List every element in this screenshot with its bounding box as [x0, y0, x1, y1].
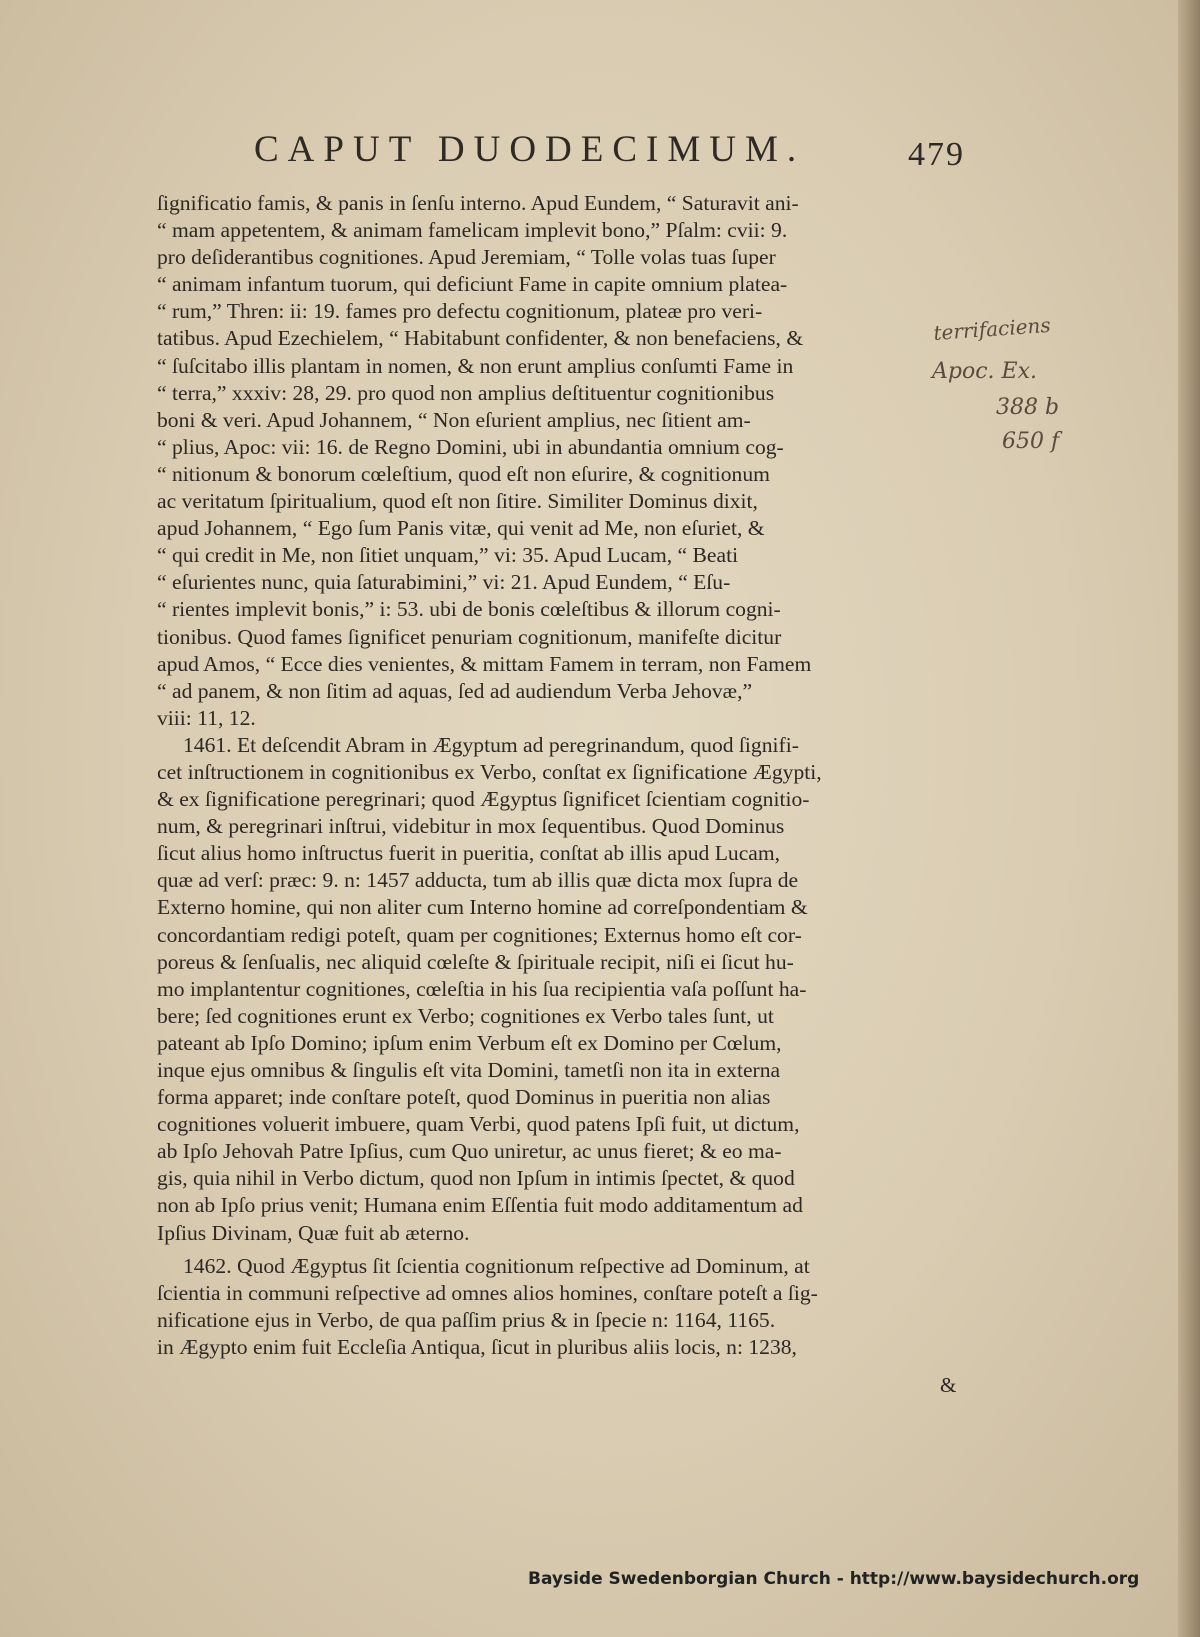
margin-note-graphic [930, 318, 1130, 478]
text-line: non ab Ipſo prius venit; Humana enim Eſſentia fuit modo additamentum ad [157, 1193, 803, 1218]
text-line: gis, quia nihil in Verbo dictum, quod non Ipſum in intimis ſpectet, & quod [157, 1166, 795, 1191]
text-line: inque ejus omnibus & ſingulis eſt vita Domini, tametſi non ita in externa [157, 1058, 781, 1082]
text-line: forma apparet; inde conſtare poteſt, quod Dominus in pueritia non alias [157, 1085, 771, 1110]
text-line: ab Ipſo Jehovah Patre Ipſius, cum Quo uniretur, ac unus fieret; & eo ma- [157, 1139, 782, 1164]
text-line: “ plius, Apoc: vii: 16. de Regno Domini, ubi in abundantia omnium cog- [157, 434, 784, 459]
text-line: ſcientia in communi reſpective ad omnes alios homines, conſtare poteſt a ſig- [157, 1280, 818, 1305]
page-number: 479 [908, 136, 965, 173]
catchword: & [940, 1373, 957, 1397]
text-line: ſignificatio famis, & panis in ſenſu interno. Apud Eundem, “ Saturavit ani- [157, 191, 799, 215]
text-line: pro deſiderantibus cognitiones. Apud Jeremiam, “ Tolle volas tuas ſuper [157, 245, 776, 270]
text-line: Externo homine, qui non aliter cum Interno homine ad correſpondentiam & [157, 895, 808, 920]
text-line: “ terra,” xxxiv: 28, 29. pro quod non amplius deſtituentur cognitionibus [157, 380, 775, 405]
paragraph-1462-start: 1462. Quod Ægyptus ſit ſcientia cognitionum reſpective ad Dominum, at [183, 1253, 810, 1278]
margin-note-line: 650 f [1002, 429, 1060, 454]
text-line: “ nitionum & bonorum cœleſtium, quod eſt non eſurire, & cognitionum [157, 461, 770, 486]
text-line: cognitiones voluerit imbuere, quam Verbi, quod patens Ipſi fuit, ut dictum, [157, 1112, 800, 1137]
running-head: CAPUT DUODECIMUM. [254, 129, 806, 170]
text-line: apud Johannem, “ Ego ſum Panis vitæ, qui venit ad Me, non eſuriet, & [157, 516, 765, 541]
footer-credit: Bayside Swedenborgian Church - http://www.baysidechurch.org [528, 1569, 1140, 1589]
text-line: num, & peregrinari inſtrui, videbitur in mox ſequentibus. Quod Dominus [157, 814, 785, 839]
text-line: “ eſurientes nunc, quia ſaturabimini,” vi: 21. Apud Eundem, “ Eſu- [157, 570, 731, 595]
text-line: “ mam appetentem, & animam famelicam implevit bono,” Pſalm: cvii: 9. [157, 218, 788, 243]
text-line: “ rientes implevit bonis,” i: 53. ubi de bonis cœleſtibus & illorum cogni- [157, 597, 781, 622]
body-text [157, 190, 969, 1361]
margin-note-line: 388 b [996, 395, 1060, 420]
text-line: tatibus. Apud Ezechielem, “ Habitabunt confidenter, & non benefaciens, & [157, 326, 804, 351]
text-line: “ ſuſcitabo illis plantam in nomen, & non erunt amplius conſumti Fame in [157, 353, 794, 378]
text-line: cet inſtructionem in cognitionibus ex Verbo, conſtat ex ſignificatione Ægypti, [157, 759, 822, 784]
paragraph-1461-start: 1461. Et deſcendit Abram in Ægyptum ad peregrinandum, quod ſignifi- [183, 732, 799, 757]
page-gutter-shadow [1178, 0, 1200, 1637]
text-line: bere; ſed cognitiones erunt ex Verbo; cognitiones ex Verbo tales ſunt, ut [157, 1003, 774, 1028]
text-line: nificatione ejus in Verbo, de qua paſſim prius & in ſpecie n: 1164, 1165. [157, 1307, 776, 1332]
text-line: “ animam infantum tuorum, qui deficiunt Fame in capite omnium platea- [157, 272, 788, 297]
text-line: boni & veri. Apud Johannem, “ Non eſurient amplius, nec ſitient am- [157, 407, 751, 432]
text-line: in Ægypto enim fuit Eccleſia Antiqua, ſicut in pluribus aliis locis, n: 1238, [157, 1334, 797, 1359]
text-line: “ ad panem, & non ſitim ad aquas, ſed ad audiendum Verba Jehovæ,” [157, 678, 753, 703]
text-line: quæ ad verſ: præc: 9. n: 1457 adducta, tum ab illis quæ dicta mox ſupra de [157, 868, 799, 893]
text-line: ac veritatum ſpiritualium, quod eſt non ſitire. Similiter Dominus dixit, [157, 489, 758, 514]
handwritten-margin-note [930, 318, 1130, 478]
page-header [150, 128, 980, 180]
text-line: tionibus. Quod fames ſignificet penuriam cognitionum, manifeſte dicitur [157, 624, 782, 649]
margin-note-line: terrifaciens [932, 318, 1052, 345]
text-line: “ rum,” Thren: ii: 19. fames pro defectu cognitionum, plateæ pro veri- [157, 299, 763, 324]
text-line: Ipſius Divinam, Quæ fuit ab æterno. [157, 1220, 470, 1245]
text-line: poreus & ſenſualis, nec aliquid cœleſte & ſpirituale recipit, niſi ei ſicut hu- [157, 949, 794, 974]
text-line: concordantiam redigi poteſt, quam per cognitiones; Externus homo eſt cor- [157, 922, 802, 947]
text-line: ſicut alius homo inſtructus fuerit in pueritia, conſtat ab illis apud Lucam, [157, 841, 781, 866]
margin-note-line: Apoc. Ex. [932, 359, 1037, 384]
text-line: “ qui credit in Me, non ſitiet unquam,” vi: 35. Apud Lucam, “ Beati [157, 543, 739, 568]
text-line: pateant ab Ipſo Domino; ipſum enim Verbum eſt ex Domino per Cœlum, [157, 1030, 782, 1055]
text-line: mo implantentur cognitiones, cœleſtia in his ſua recipientia vaſa poſſunt ha- [157, 976, 807, 1001]
text-line: apud Amos, “ Ecce dies venientes, & mittam Famem in terram, non Famem [157, 651, 812, 676]
text-line: & ex ſignificatione peregrinari; quod Ægyptus ſignificet ſcientiam cognitio- [157, 787, 810, 812]
text-line: viii: 11, 12. [157, 705, 256, 730]
